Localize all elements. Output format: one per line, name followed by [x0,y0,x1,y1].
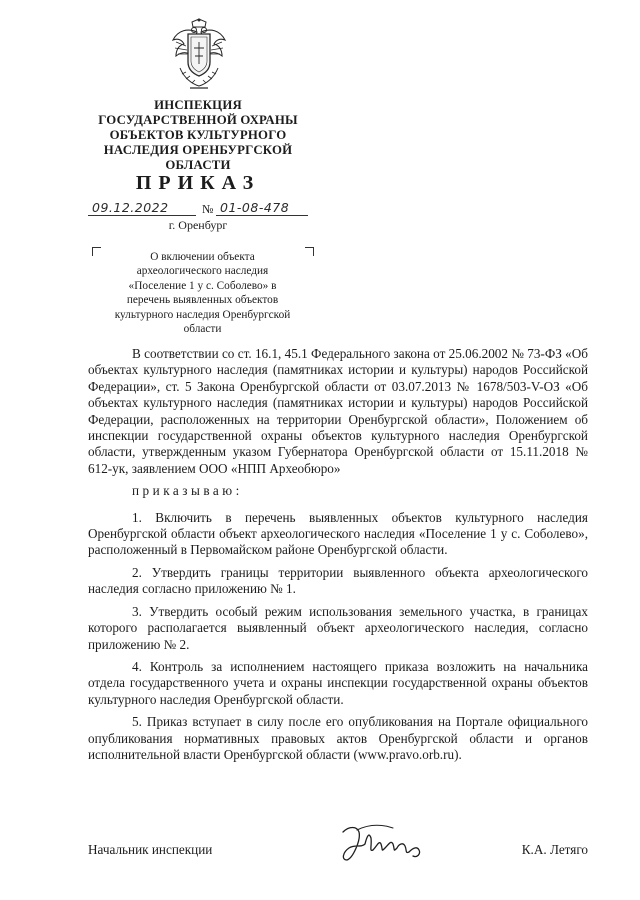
subject-bracket-right [305,247,314,256]
number-sign: № [202,202,214,216]
document-body [88,346,588,769]
coat-of-arms-icon [170,18,228,92]
document-type-title: ПРИКАЗ [135,172,261,194]
subject-line: перечень выявленных объектов [126,294,279,307]
order-item: 4. Контроль за исполнением настоящего приказа возложить на начальника отдела государственного учета и охраны инспекции государственной охраны объектов культурного наследия Оренбургской области. [88,658,588,707]
organization-line: НАСЛЕДИЯ ОРЕНБУРГСКОЙ [103,143,293,157]
preamble-paragraph: В соответствии со ст. 16.1, 45.1 Федерального закона от 25.06.2002 № 73-ФЗ «Об объектах культурного наследия (памятниках истории и культуры) народов Российской Федерации», ст. 5 Закона Оренбургской области от 03.07.2013 № 1678/503-V-ОЗ «Об объектах культурного наследия (памятниках истории и культуры) народов Российской Федерации, расположенных на территории Оренбургской области», Положением об инспекции государственной охраны объектов культурного наследия Оренбургской области, утвержденным указом Губернатора Оренбургской области от 15.11.2018 № 612-ук, заявлением ООО «НПП Археобюро» [88,346,588,476]
order-item: 1. Включить в перечень выявленных объектов культурного наследия Оренбургской области объект археологического наследия «Поселение 1 у с. Соболево», расположенный в Первомайском районе Оренбургской области. [88,509,588,558]
subject-line: культурного наследия Оренбургской [114,308,291,321]
document-subject [100,250,305,336]
document-city: г. Оренбург [168,218,228,232]
subject-line: археологического наследия [136,265,269,278]
order-word: приказываю: [132,483,243,499]
order-item: 5. Приказ вступает в силу после его опубликования на Портале официального опубликования нормативных правовых актов Оренбургской области и органов исполнительной власти Оренбургской области (www.pravo.orb.ru). [88,714,588,762]
date-number-line [88,200,328,220]
order-item: 2. Утвердить границы территории выявленного объекта археологического наследия согласно приложению № 1. [88,564,588,597]
signatory-name: К.А. Летяго [521,842,588,857]
order-item: 3. Утвердить особый режим использования земельного участка, в границах которого располагается выявленный объект археологического наследия, согласно приложению № 2. [88,603,588,652]
organization-line: ГОСУДАРСТВЕННОЙ ОХРАНЫ [98,113,298,127]
organization-line: ОБЛАСТИ [165,158,231,172]
organization-line: ОБЪЕКТОВ КУЛЬТУРНОГО [109,128,287,142]
subject-line: «Поселение 1 у с. Соболево» в [128,279,277,292]
subject-line: О включении объекта [150,251,255,263]
document-number: 01-08-478 [220,200,290,215]
organization-name [98,98,298,173]
signature-block [88,836,588,866]
signatory-position: Начальник инспекции [88,842,213,857]
organization-line: ИНСПЕКЦИЯ [154,98,242,112]
subject-line: области [183,323,222,336]
document-date: 09.12.2022 [92,200,169,215]
